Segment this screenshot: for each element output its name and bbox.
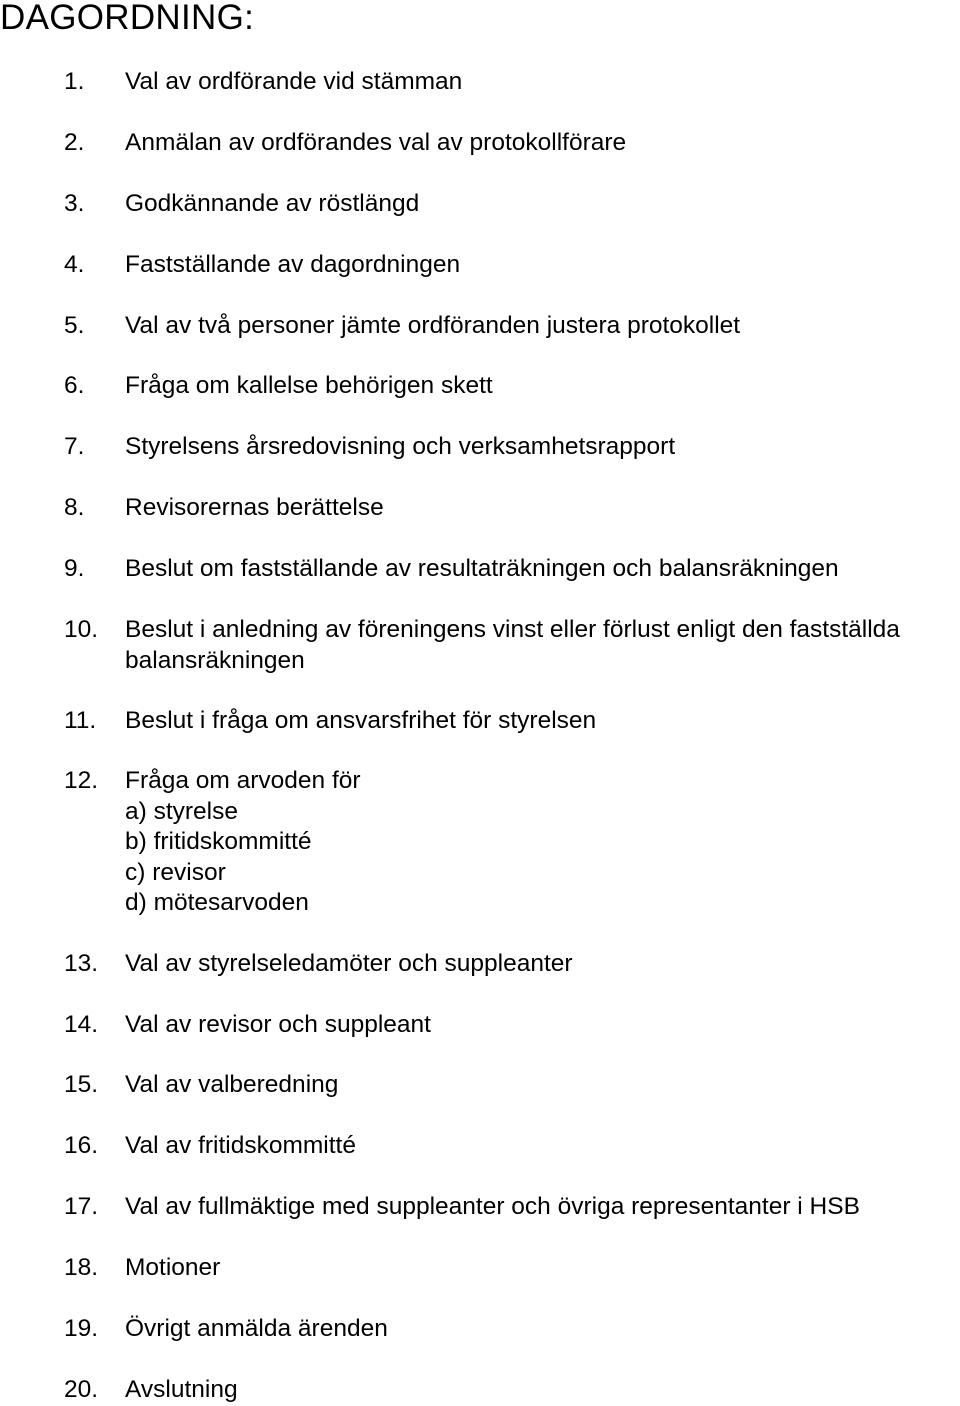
agenda-item-line: b) fritidskommitté (125, 828, 312, 855)
agenda-item-text (125, 949, 960, 980)
agenda-item-text (125, 1314, 960, 1345)
agenda-item-line: Anmälan av ordförandes val av protokollförare (125, 129, 627, 156)
agenda-item-text (125, 493, 960, 524)
agenda-item-line: Beslut om fastställande av resultaträkningen och balansräkningen (125, 555, 839, 582)
agenda-item-number: 11. (64, 707, 97, 734)
agenda-item-line: Val av två personer jämte ordföranden justera protokollet (125, 312, 741, 339)
agenda-item-text (125, 1131, 960, 1162)
agenda-item-text (125, 371, 960, 402)
agenda-item-text (125, 615, 960, 676)
agenda-item-text (125, 311, 960, 342)
agenda-item-line: Godkännande av röstlängd (125, 190, 420, 217)
agenda-item-number: 18. (64, 1254, 99, 1281)
agenda-item-line: Val av fullmäktige med suppleanter och övriga representanter i HSB (125, 1193, 860, 1220)
agenda-item-number: 2. (64, 129, 85, 156)
agenda-item-number: 8. (64, 494, 85, 521)
agenda-item-line: Fråga om kallelse behörigen skett (125, 372, 493, 399)
agenda-item-line: a) styrelse (125, 797, 239, 825)
agenda-item-line: Val av fritidskommitté (125, 1132, 356, 1159)
agenda-item-line: c) revisor (125, 858, 226, 886)
agenda-item-text (125, 1253, 960, 1284)
agenda-item-line: Val av ordförande vid stämman (125, 68, 463, 95)
agenda-item-line: Val av revisor och suppleant (125, 1011, 431, 1038)
agenda-item-number: 15. (64, 1071, 99, 1098)
agenda-item-number: 3. (64, 190, 85, 217)
agenda-item-text (125, 554, 960, 585)
agenda-item-line: Fastställande av dagordningen (125, 251, 461, 278)
agenda-item-text (125, 128, 960, 159)
agenda-item-number: 17. (64, 1193, 99, 1220)
agenda-item-line: Beslut i fråga om ansvarsfrihet för styrelsen (125, 707, 597, 734)
agenda-item-text (125, 1375, 960, 1406)
agenda-item-number: 10. (64, 616, 99, 643)
agenda-item-text (125, 1070, 960, 1101)
agenda-item-number: 6. (64, 372, 85, 399)
agenda-item-number: 16. (64, 1132, 99, 1159)
agenda-item-number: 1. (64, 68, 85, 95)
agenda-item-number: 19. (64, 1315, 99, 1342)
agenda-item-text (125, 1192, 960, 1223)
agenda-item-number: 5. (64, 312, 85, 339)
agenda-item-line: Styrelsens årsredovisning och verksamhetsrapport (125, 433, 676, 460)
agenda-item-number: 7. (64, 433, 85, 460)
agenda-item-text (125, 766, 960, 919)
page-title: DAGORDNING: (0, 0, 255, 37)
agenda-item-line: Revisorernas berättelse (125, 494, 384, 521)
agenda-item-line: Beslut i anledning av föreningens vinst eller förlust enligt den fastställda (125, 616, 900, 643)
agenda-item-line: Motioner (125, 1254, 221, 1281)
agenda-item-text (125, 432, 960, 463)
agenda-item-number: 12. (64, 767, 99, 794)
agenda-item-number: 9. (64, 555, 85, 582)
agenda-item-number: 13. (64, 950, 99, 977)
agenda-item-number: 20. (64, 1376, 99, 1403)
agenda-item-number: 14. (64, 1011, 99, 1038)
agenda-item-text (125, 706, 960, 737)
agenda-item-line: Övrigt anmälda ärenden (125, 1315, 388, 1342)
agenda-item-line: Val av valberedning (125, 1071, 339, 1098)
agenda-item-number: 4. (64, 251, 85, 278)
agenda-item-text (125, 67, 960, 98)
agenda-item-line: d) mötesarvoden (125, 889, 309, 916)
agenda-item-line: Avslutning (125, 1376, 238, 1403)
agenda-item-text (125, 1010, 960, 1041)
agenda-item-text (125, 250, 960, 281)
agenda-item-line: balansräkningen (125, 646, 305, 674)
agenda-item-line: Val av styrelseledamöter och suppleanter (125, 950, 573, 977)
agenda-item-text (125, 189, 960, 220)
agenda-item-line: Fråga om arvoden för (125, 767, 361, 794)
